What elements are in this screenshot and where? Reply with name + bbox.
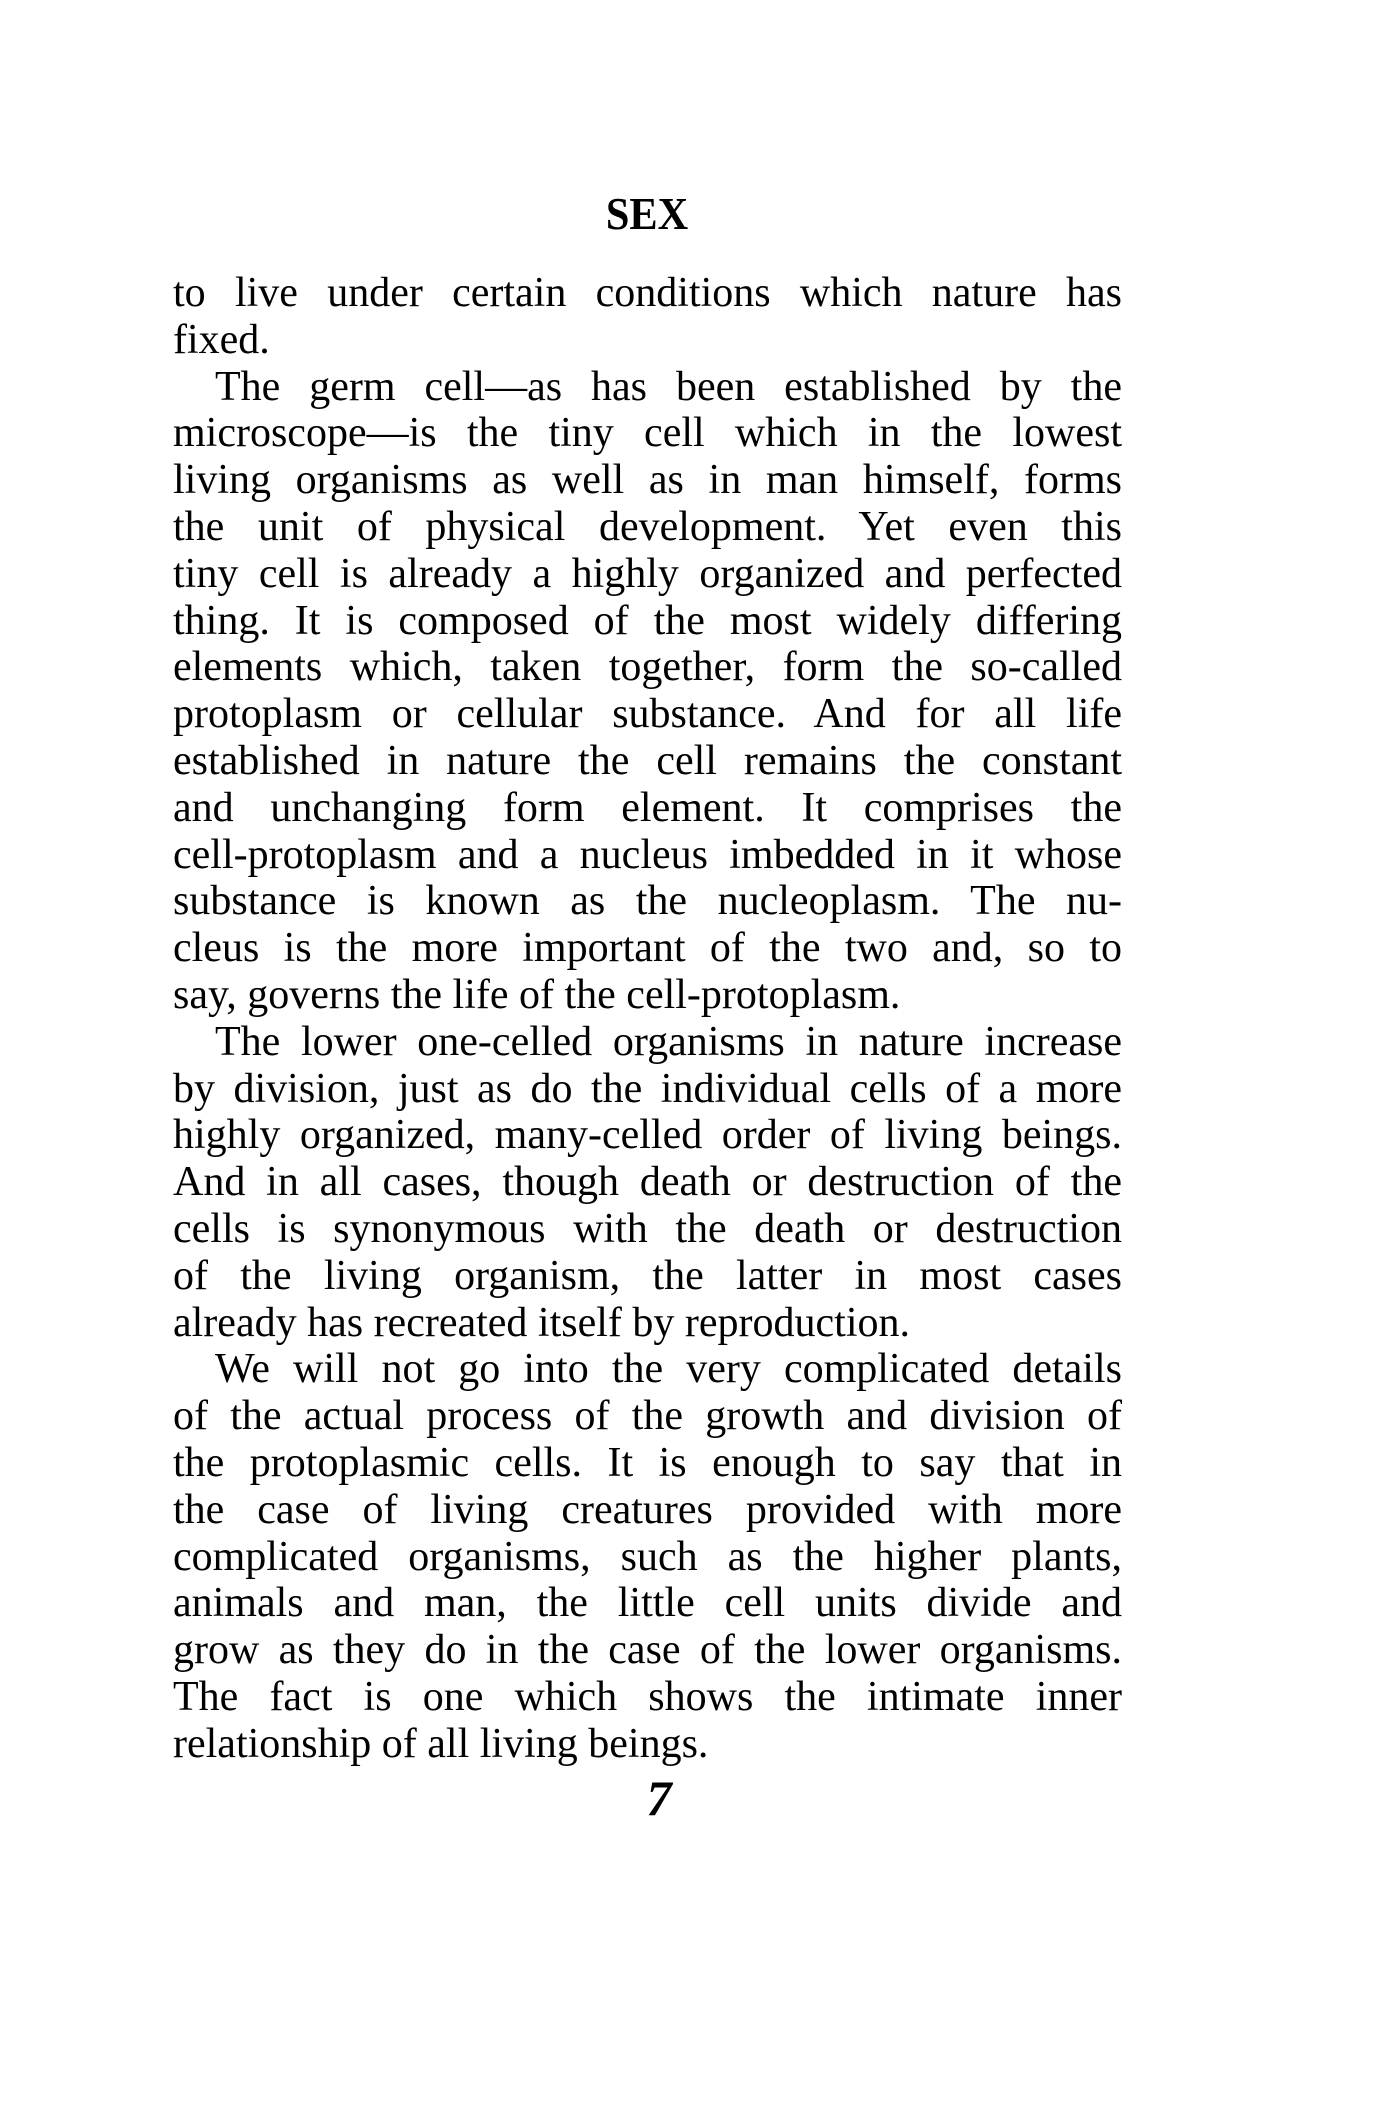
text-line: complicated organisms, such as the higher plants, bbox=[173, 1533, 1122, 1580]
page-number: 7 bbox=[646, 1770, 672, 1826]
text-line: substance is known as the nucleoplasm. The nu- bbox=[173, 878, 1122, 925]
body-text bbox=[173, 270, 1122, 1768]
text-line: cleus is the more important of the two and, so to bbox=[173, 925, 1122, 972]
text-line: The fact is one which shows the intimate inner bbox=[173, 1673, 1122, 1720]
text-line: fixed. bbox=[173, 316, 270, 363]
paragraph bbox=[173, 364, 1122, 1019]
text-line: of the living organism, the latter in most cases bbox=[173, 1252, 1122, 1299]
text-line: the unit of physical development. Yet even this bbox=[173, 503, 1122, 550]
text-line: cells is synonymous with the death or destruction bbox=[173, 1205, 1122, 1252]
text-line: established in nature the cell remains the constant bbox=[173, 737, 1122, 784]
text-line: highly organized, many-celled order of living beings. bbox=[173, 1112, 1122, 1159]
text-line: to live under certain conditions which nature has bbox=[173, 270, 1122, 316]
text-line: We will not go into the very complicated details bbox=[215, 1346, 1122, 1393]
text-line: thing. It is composed of the most widely differing bbox=[173, 597, 1122, 644]
text-line: relationship of all living beings. bbox=[173, 1720, 709, 1767]
text-line: the case of living creatures provided with more bbox=[173, 1486, 1122, 1533]
text-line: protoplasm or cellular substance. And for all life bbox=[173, 691, 1122, 738]
text-line: elements which, taken together, form the so-called bbox=[173, 644, 1122, 691]
text-line: tiny cell is already a highly organized and perfected bbox=[173, 550, 1122, 597]
text-line: of the actual process of the growth and division of bbox=[173, 1393, 1122, 1440]
text-line: living organisms as well as in man himself, forms bbox=[173, 457, 1122, 504]
text-line: cell-protoplasm and a nucleus imbedded in it whose bbox=[173, 831, 1122, 878]
paragraph bbox=[173, 1019, 1122, 1347]
text-line: The lower one-celled organisms in nature increase bbox=[215, 1018, 1122, 1065]
running-head: SEX bbox=[605, 188, 689, 239]
text-line: And in all cases, though death or destruction of the bbox=[173, 1159, 1122, 1206]
text-line: by division, just as do the individual cells of a more bbox=[173, 1065, 1122, 1112]
paragraph bbox=[173, 1346, 1122, 1767]
text-line: the protoplasmic cells. It is enough to say that in bbox=[173, 1439, 1122, 1486]
paragraph bbox=[173, 270, 1122, 364]
text-line: microscope—is the tiny cell which in the lowest bbox=[173, 410, 1122, 457]
text-line: already has recreated itself by reproduction. bbox=[173, 1299, 910, 1346]
text-line: The germ cell—as has been established by the bbox=[215, 363, 1122, 410]
text-line: animals and man, the little cell units divide and bbox=[173, 1580, 1122, 1627]
text-line: say, governs the life of the cell-protoplasm. bbox=[173, 971, 901, 1018]
text-line: and unchanging form element. It comprises the bbox=[173, 784, 1122, 831]
text-line: grow as they do in the case of the lower organisms. bbox=[173, 1627, 1122, 1674]
